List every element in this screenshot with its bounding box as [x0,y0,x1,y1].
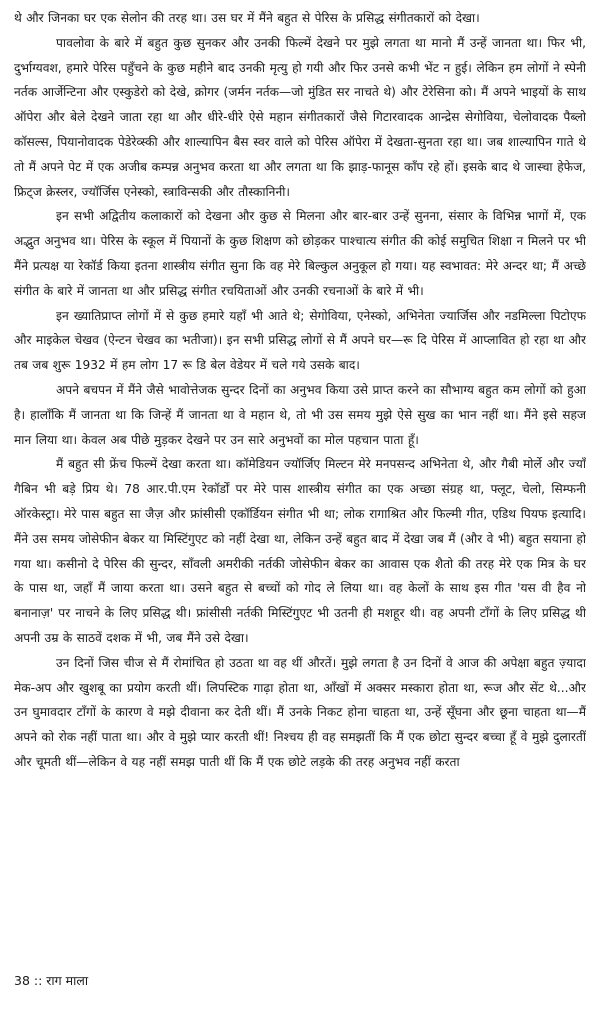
paragraph-women: उन दिनों जिस चीज से मैं रोमांचित हो उठता था वह थीं औरतें। मुझे लगता है उन दिनों वे आज की अपेक्षा बहुत ज़्यादा मेक-अप और खुशबू का प्रयोग करती थीं। लिपस्टिक गाढ़ा होता था, आँखों में अक्सर मस्कारा होता था, रूज और सेंट थे...और उन घुमावदार टाँगों के कारण वे मझे दीवाना कर देती थीं। मैं उनके निकट होना चाहता था, उन्हें सूँघना और छूना चाहता था—मैं अपने को रोक नहीं पाता था। और वे मुझे प्यार करती थीं! निश्चय ही वह समझतीं कि मैं एक छोटा सुन्दर बच्चा हूँ वे मुझे दुलारतीं और चूमती थीं—लेकिन वे यह नहीं समझ पाती थीं कि मैं एक छोटे लड़के की तरह अनुभव नहीं करता [14,655,586,769]
paragraph-french-films: मैं बहुत सी फ्रेंच फिल्में देखा करता था। कॉमेडियन ज्यॉर्जिए मिल्टन मेरे मनपसन्द अभिनेता थे, और गैबी मोर्ले और ज्यॉं गैबिन भी बड़े प्रिय थे। 78 आर.पी.एम रेकॉर्डों पर मेरे पास शास्त्रीय संगीत का एक अच्छा संग्रह था, फ्लूट, चेलो, सिम्फनी ऑरकेस्ट्रा। मेरे पास बहुत सा जैज़ और फ्रांसीसी एकॉर्डियन संगीत भी था; लोक रागाश्रित और फिल्मी गीत, एडिथ पियफ इत्यादि। मैंने उस समय जोसेफीन बेकर या मिस्टिंगुएट को नहीं देखा था, लेकिन उन्हें बहुत बाद में देखा जब मैं (और वे भी) बहुत सयाना हो गया था। कसीनो दे पेरिस की सुन्दर, साँवली अमरीकी नर्तकी जोसेफीन बेकर का आवास एक शैतो की तरह मेरे एक मित्र के घर के पास था, जहाँ मैं जाया करता था। उसने बहुत से बच्चों को गोद ले लिया था। वह केलों के साथ इस गीत 'यस वी हैव नो बनानाज़' पर नाचने के लिए प्रसिद्ध थी। फ्रांसीसी नर्तकी मिस्टिंगुएट भी उतनी ही मशहूर थी। वह अपनी टाँगों के लिए प्रसिद्ध थी अपनी उम्र के साठवें दशक में भी, जब मैंने उसे देखा। [14,457,586,645]
page-body [14,6,586,956]
paragraph-famous-visitors: इन ख्यातिप्राप्त लोगों में से कुछ हमारे यहाँ भी आते थे; सेगोविया, एनेस्को, अभिनेता ज्यार्जिस और नडमिल्ला पिटोएफ और माइकेल चेखव (ऐन्टन चेखव का भतीजा)। इन सभी प्रसिद्ध लोगों से मैं अपने घर—रू दि पेरिस में आप्लावित हो रहा था और तब जब शुरू 1932 में हम लोग 17 रू डि बेल वेडेयर में चले गये उसके बाद। [14,308,586,373]
paragraph-pavlova: पावलोवा के बारे में बहुत कुछ सुनकर और उनकी फिल्में देखने पर मुझे लगता था मानो मैं उन्हें जानता था। फिर भी, दुर्भाग्यवश, हमारे पेरिस पहुँचने के कुछ महीने बाद उनकी मृत्यु हो गयी और फिर उनसे कभी भेंट न हुई। लेकिन हम लोगों ने स्पेनी नर्तक आर्जेन्टिना और एस्कुडेरो को देखे, क्रोगर (जर्मन नर्तक—जो मुंडित सर नाचते थे) और टेरेसिना को। मैं अपने भाइयों के साथ ऑपेरा और बेले देखने जाता रहा था और धीरे-धीरे ऐसे महान संगीतकारों जैसे गिटारवादक आन्द्रेस सेगोविया, चेलोवादक पैब्लो कॉसल्स, पियानोवादक पेडेरेव्स्की और शाल्यापिन बैस स्वर वाले को पेरिस ऑपेरा में देखता-सुनता रहा था। जब शाल्यापिन गाते थे तो मैं अपने पेट में एक अजीब कम्पन्न अनुभव करता था और लगता था कि झाड़-फानूस काँप रहे हों। इसके बाद थे जास्चा हेफेज, फ्रिट्ज क्रेस्लर, ज्यॉर्जिस एनेस्को, स्त्राविन्सकी और तौस्कानिनी। [14,35,586,199]
paragraph-unique-artists: इन सभी अद्वितीय कलाकारों को देखना और कुछ से मिलना और बार-बार उन्हें सुनना, संसार के विभिन्न भागों में, एक अद्भुत अनुभव था। पेरिस के स्कूल में पियानों के कुछ शिक्षण को छोड़कर पाश्चात्य संगीत की कोई समुचित शिक्षा न मिलने पर भी मैंने प्रत्यक्ष या रेकॉर्ड किया इतना शास्त्रीय संगीत सुना कि वह मेरे बिल्कुल अनुकूल हो गया। यह स्वभावत: मेरे अन्दर था; मैं अच्छे संगीत के बारे में जानता था और प्रसिद्ध संगीत रचयिताओं और उनकी रचनाओं के बारे में भी। [14,209,586,298]
paragraph-continuation: थे और जिनका घर एक सेलोन की तरह था। उस घर में मैंने बहुत से पेरिस के प्रसिद्ध संगीतकारों को देखा। [14,11,480,25]
page-footer: 38 :: राग माला [14,973,89,988]
paragraph-childhood: अपने बचपन में मैंने जैसे भावोत्तेजक सुन्दर दिनों का अनुभव किया उसे प्राप्त करने का सौभाग्य बहुत कम लोगों को हुआ है। हालाँकि मैं जानता था कि जिन्हें मैं जानता था वे महान थे, तो भी उस समय मुझे ऐसे सुख का भान नहीं था। मैंने इसे सहज मान लिया था। केवल अब पीछे मुड़कर देखने पर उन सारे अनुभवों का मोल पहचान पाता हूँ। [14,382,586,447]
